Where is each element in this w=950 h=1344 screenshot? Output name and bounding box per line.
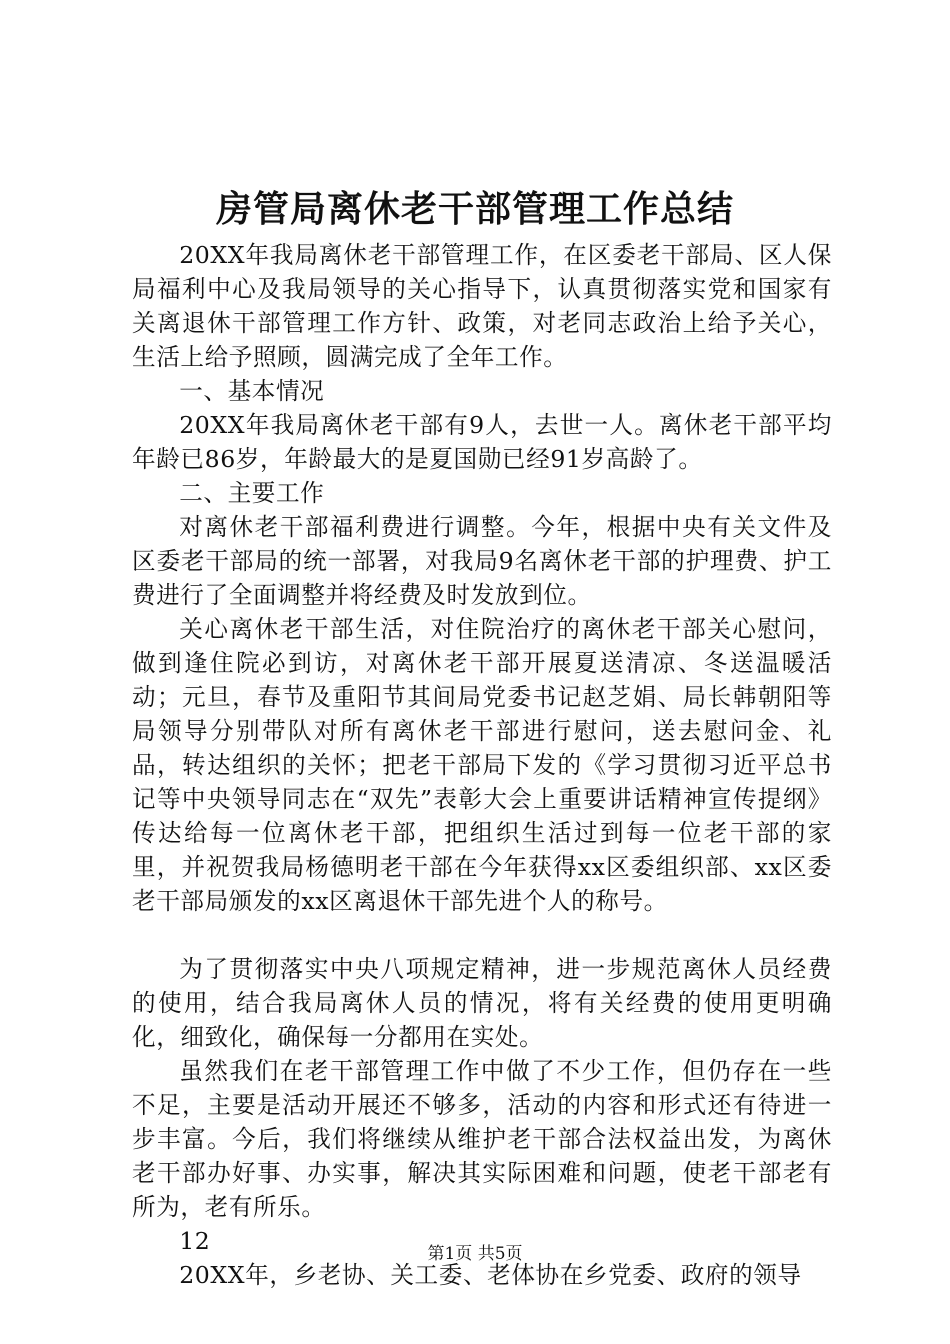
document-title: 房管局离休老干部管理工作总结	[215, 188, 734, 230]
paragraph-next-section-start: 20XX年，乡老协、关工委、老体协在乡党委、政府的领导	[179, 1261, 802, 1289]
paragraph-shortcomings: 虽然我们在老干部管理工作中做了不少工作，但仍存在一些不足，主要是活动开展还不够多，活动的内容和形式还有待进一步丰富。今后，我们将继续从维护老干部合法权益出发，为离休老干部办好事、办实事，解决其实际困难和问题，使老干部老有所为，老有所乐。	[132, 1057, 832, 1221]
paragraph-welfare-adjustment: 对离休老干部福利费进行调整。今年，根据中央有关文件及区委老干部局的统一部署，对我局9名离休老干部的护理费、护工费进行了全面调整并将经费及时发放到位。	[132, 513, 832, 609]
paragraph-number: 12	[179, 1227, 211, 1255]
section-heading-basic: 一、基本情况	[179, 377, 325, 405]
paragraph-care-activities: 关心离休老干部生活，对住院治疗的离休老干部关心慰问，做到逢住院必到访，对离休老干部开展夏送清凉、冬送温暖活动；元旦，春节及重阳节其间局党委书记赵芝娟、局长韩朝阳等局领导分别带队对所有离休老干部进行慰问，送去慰问金、礼品，转达组织的关怀；把老干部局下发的《学习贯彻习近平总书记等中央领导同志在“双先”表彰大会上重要讲话精神宣传提纲》传达给每一位离休老干部，把组织生活过到每一位老干部的家里，并祝贺我局杨德明老干部在今年获得xx区委组织部、xx区委老干部局颁发的xx区离退休干部先进个人的称号。	[132, 615, 832, 915]
page-footer: 第1页 共5页	[427, 1244, 523, 1264]
paragraph-funds-regulation: 为了贯彻落实中央八项规定精神，进一步规范离休人员经费的使用，结合我局离休人员的情况，将有关经费的使用更明确化，细致化，确保每一分都用在实处。	[132, 955, 832, 1051]
document-body	[132, 238, 832, 1292]
paragraph-intro: 20XX年我局离休老干部管理工作，在区委老干部局、区人保局福利中心及我局领导的关心指导下，认真贯彻落实党和国家有关离退休干部管理工作方针、政策，对老同志政治上给予关心，生活上给予照顾，圆满完成了全年工作。	[132, 241, 832, 371]
section-heading-main-work: 二、主要工作	[179, 479, 325, 507]
paragraph-basic-situation: 20XX年我局离休老干部有9人，去世一人。离休老干部平均年龄已86岁，年龄最大的是夏国勋已经91岁高龄了。	[132, 411, 832, 473]
paragraph-spacer	[132, 918, 832, 952]
